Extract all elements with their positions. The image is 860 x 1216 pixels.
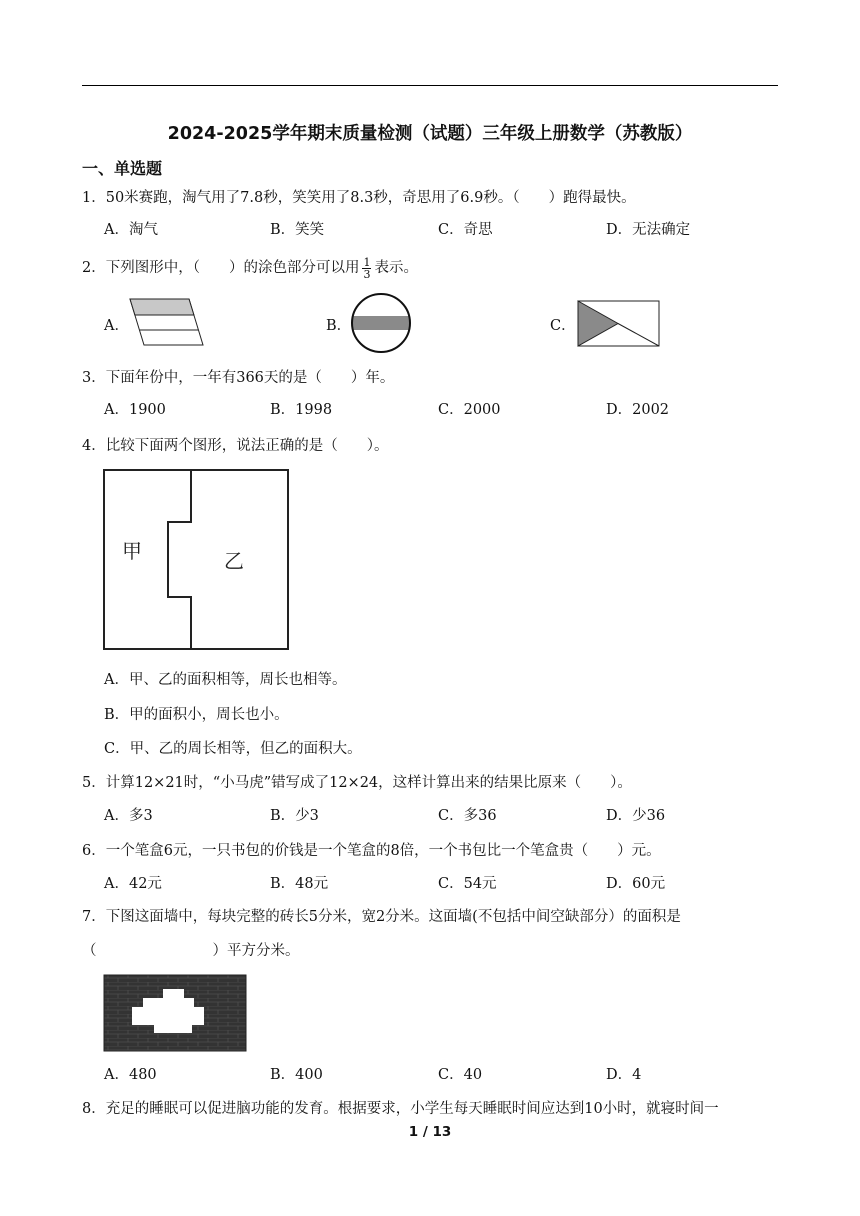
fraction [362, 257, 371, 280]
question-2-text [82, 256, 418, 280]
q4-option-c[interactable]: C．甲、乙的周长相等，但乙的面积大。 [104, 741, 362, 757]
q7-option-b[interactable]: B．400 [270, 1067, 323, 1083]
q6-option-a[interactable]: A．42元 [104, 876, 162, 892]
q4-option-b[interactable]: B．甲的面积小，周长也小。 [104, 707, 289, 723]
q2-option-a[interactable]: A． [104, 318, 129, 334]
q1-option-a[interactable]: A．淘气 [104, 222, 158, 238]
fraction-numerator: 1 [363, 255, 371, 269]
q7-option-d[interactable]: D．4 [606, 1067, 642, 1083]
q1-option-c[interactable]: C．奇思 [438, 222, 493, 238]
q1-option-d[interactable]: D．无法确定 [606, 222, 691, 238]
page-number: 1 / 13 [408, 1124, 452, 1140]
question-7-text-line1: 7．下图这面墙中，每块完整的砖长5分米，宽2分米。这面墙(不包括中间空缺部分）的面积是 [82, 909, 681, 925]
q3-option-c[interactable]: C．2000 [438, 402, 501, 418]
header-rule [82, 85, 778, 86]
q6-option-d[interactable]: D．60元 [606, 876, 666, 892]
question-1-text: 1．50米赛跑，淘气用了7.8秒，笑笑用了8.3秒，奇思用了6.9秒。（ ）跑得最快。 [82, 190, 636, 206]
question-2-text-before: 2．下列图形中，（ ）的涂色部分可以用 [82, 260, 360, 276]
jia-yi-shapes-figure [102, 468, 292, 652]
question-5-text: 5．计算12×21时，“小马虎”错写成了12×24，这样计算出来的结果比原来（ ）。 [82, 775, 632, 791]
question-6-text: 6．一个笔盒6元，一只书包的价钱是一个笔盒的8倍，一个书包比一个笔盒贵（ ）元。 [82, 843, 661, 859]
q3-option-a[interactable]: A．1900 [104, 402, 166, 418]
q5-option-d[interactable]: D．少36 [606, 808, 666, 824]
circle-figure [349, 293, 413, 353]
q2-option-b[interactable]: B． [326, 318, 352, 334]
q4-option-a[interactable]: A．甲、乙的面积相等，周长也相等。 [104, 672, 347, 688]
label-yi: 乙 [224, 549, 244, 573]
q6-option-c[interactable]: C．54元 [438, 876, 497, 892]
q3-option-d[interactable]: D．2002 [606, 402, 670, 418]
page-title: 2024-2025学年期末质量检测（试题）三年级上册数学（苏教版） [167, 124, 693, 144]
q7-option-c[interactable]: C．40 [438, 1067, 483, 1083]
label-jia: 甲 [122, 539, 142, 563]
q7-option-a[interactable]: A．480 [104, 1067, 157, 1083]
rectangle-triangle-figure [577, 300, 661, 348]
q5-option-a[interactable]: A．多3 [104, 808, 153, 824]
q2-option-c[interactable]: C． [550, 318, 576, 334]
section-heading: 一、单选题 [82, 159, 163, 178]
q6-option-b[interactable]: B．48元 [270, 876, 329, 892]
parallelogram-figure [126, 298, 206, 346]
question-4-text: 4．比较下面两个图形，说法正确的是（ ）。 [82, 438, 389, 454]
fraction-denominator: 3 [363, 267, 371, 281]
question-3-text: 3．下面年份中，一年有366天的是（ ）年。 [82, 370, 395, 386]
q3-option-b[interactable]: B．1998 [270, 402, 333, 418]
q1-option-b[interactable]: B．笑笑 [270, 222, 325, 238]
q5-option-c[interactable]: C．多36 [438, 808, 497, 824]
brick-wall-figure [103, 974, 247, 1052]
question-2-text-after: 表示。 [374, 260, 418, 276]
question-7-text-line2: （ ）平方分米。 [82, 943, 300, 959]
q5-option-b[interactable]: B．少3 [270, 808, 319, 824]
question-8-text: 8．充足的睡眠可以促进脑功能的发育。根据要求，小学生每天睡眠时间应达到10小时，就寝时间一 [82, 1101, 719, 1117]
